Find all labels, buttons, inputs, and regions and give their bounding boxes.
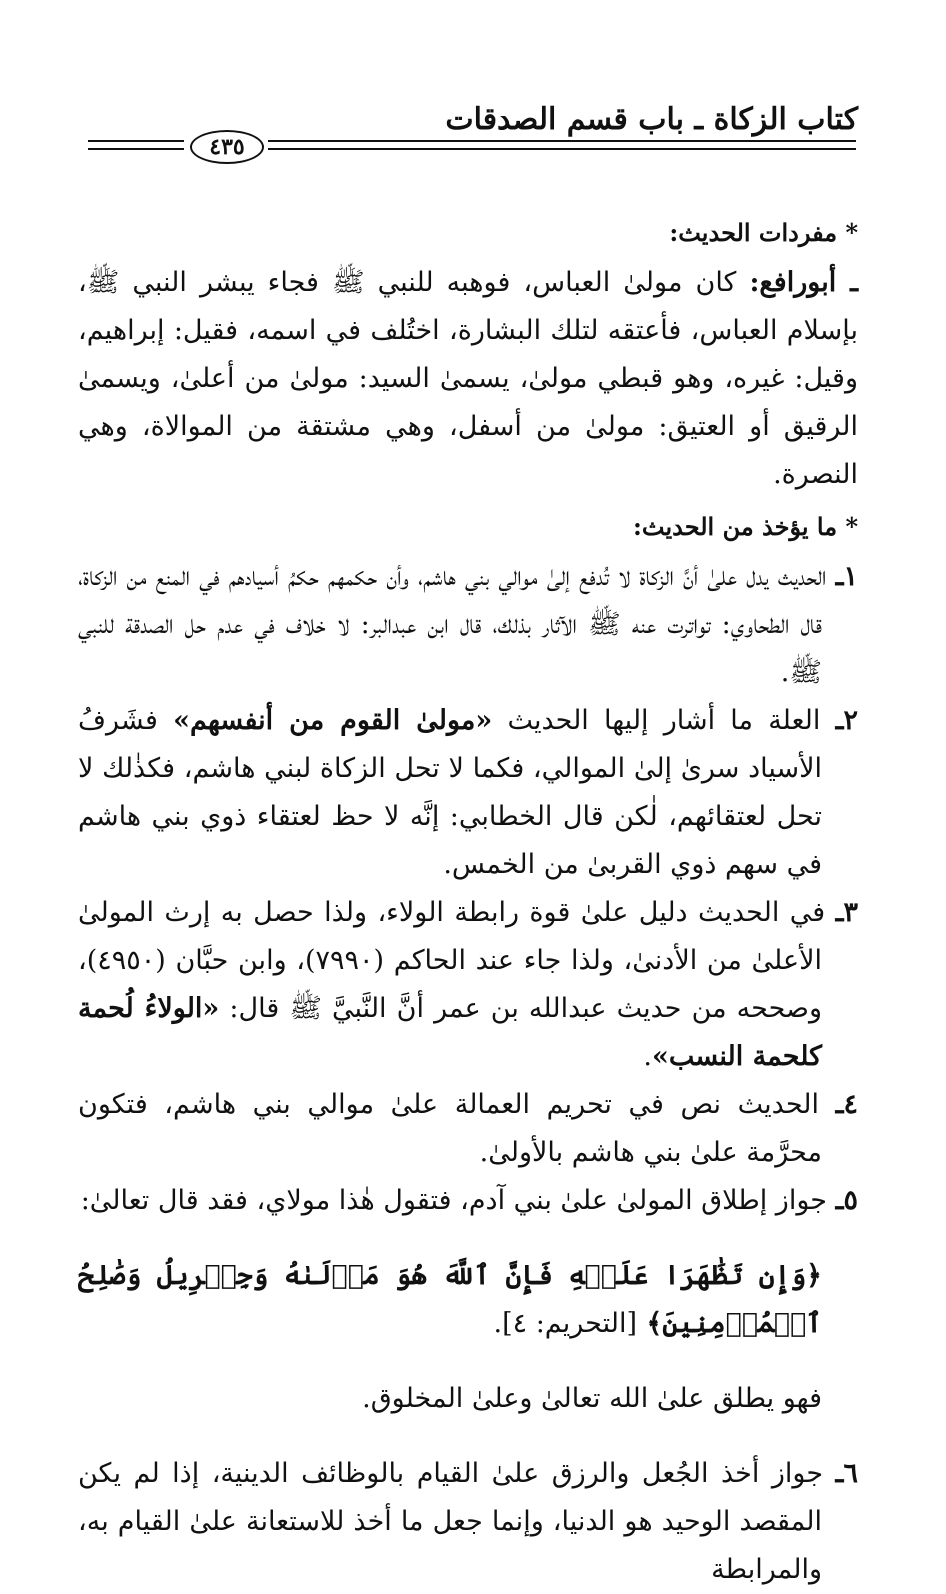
running-header-title: كتاب الزكاة ـ باب قسم الصدقات: [445, 102, 858, 137]
verse-reference: [التحريم: ٤].: [493, 1308, 638, 1339]
quran-verse: [78, 1252, 858, 1348]
hadith-quote: «الولاءُ لُحمة كلحمة النسب»: [78, 993, 822, 1072]
page-number: ٤٣٥: [190, 130, 264, 164]
item-text: جواز أخذ الجُعل والرزق علىٰ القيام بالوظائف الدينية، إذا لم يكن المقصد الوحيد هو الدنيا، وإنما جعل ما أخذ للاستعانة علىٰ القيام به، والمرابطة: [78, 1458, 824, 1585]
header-rule-left-bottom: [88, 148, 184, 150]
header-rule-right-top: [268, 140, 856, 142]
item-number: ٢ـ: [835, 705, 858, 736]
item-text: جواز إطلاق المولىٰ علىٰ بني آدم، فتقول هٰذا مولاي، فقد قال تعالىٰ:: [80, 1185, 827, 1216]
item-text: فشَرفُ الأسياد سرىٰ إلىٰ الموالي، فكما لا تحل الزكاة لبني هاشم، فكذٰلك لا تحل لعتقائهم، لٰكن قال الخطابي: إنَّه لا حظ لعتقاء ذوي بني هاشم في سهم ذوي القربىٰ من الخمس.: [78, 705, 822, 880]
vocabulary-text: كان مولىٰ العباس، فوهبه للنبي ﷺ فجاء يبشر النبي ﷺ، بإسلام العباس، فأعتقه لتلك البشارة، اختُلف في اسمه، فقيل: إبراهيم، وقيل: غيره، وهو قبطي مولىٰ، يسمىٰ السيد: مولىٰ من أعلىٰ، ويسمىٰ الرقيق أو العتيق: مولىٰ من أسفل، وهي مشتقة من الموالاة، وهي النصرة.: [78, 267, 858, 490]
header-rule-left-top: [88, 140, 184, 142]
vocabulary-entry: [78, 259, 858, 499]
item-text: الحديث نص في تحريم العمالة علىٰ موالي بني هاشم، فتكون محرَّمة علىٰ بني هاشم بالأولىٰ.: [78, 1089, 822, 1168]
lesson-item-6: [78, 1450, 858, 1594]
lesson-item-3: [78, 889, 858, 1081]
lesson-item-2: [78, 697, 858, 889]
item-text: العلة ما أشار إليها الحديث: [507, 705, 821, 736]
lesson-item-1: [78, 553, 858, 697]
item-number: ٤ـ: [835, 1089, 858, 1120]
lesson-item-4: [78, 1081, 858, 1177]
header-rule-right-bottom: [268, 148, 856, 150]
vocabulary-term: ـ أبورافع:: [749, 267, 858, 298]
item-number: ٦ـ: [835, 1458, 858, 1489]
section-heading-lessons: * ما يؤخذ من الحديث:: [633, 512, 858, 541]
item-number: ١ـ: [835, 561, 858, 592]
item-number: ٣ـ: [835, 897, 858, 928]
item-number: ٥ـ: [835, 1185, 858, 1216]
item-text: في الحديث دليل علىٰ قوة رابطة الولاء، ولذا حصل به إرث المولىٰ الأعلىٰ من الأدنىٰ، ولذا جاء عند الحاكم (٧٩٩٠)، وابن حبَّان (٤٩٥٠)، وصححه من حديث عبدالله بن عمر أنَّ النَّبيَّ ﷺ قال:: [78, 897, 826, 1024]
hadith-quote: «مولىٰ القوم من أنفسهم»: [173, 705, 493, 736]
verse-text: ﴿وَإِن تَظَٰهَرَا عَلَيۡهِ فَإِنَّ ٱللَّهَ هُوَ مَوۡلَىٰهُ وَجِبۡرِيلُ وَصَٰلِحُ ٱلۡمُؤۡمِنِينَ﴾: [78, 1260, 822, 1339]
page-content: [78, 205, 858, 1594]
section-heading-vocabulary: * مفردات الحديث:: [669, 218, 858, 247]
item-text: .: [643, 1041, 652, 1072]
lesson-item-5: [78, 1177, 858, 1225]
item-text: الحديث يدل علىٰ أنَّ الزكاة لا تُدفع إلىٰ موالي بني هاشم، وأن حكمهم حكمُ أسيادهم في المنع من الزكاة، قال الطحاوي: تواترت عنه ﷺ الآثار بذلك، قال ابن عبدالبر: لا خلاف في عدم حل الصدقة للنبي ﷺ.: [78, 561, 827, 688]
item-continuation: فهو يطلق علىٰ الله تعالىٰ وعلىٰ المخلوق.: [362, 1383, 822, 1414]
